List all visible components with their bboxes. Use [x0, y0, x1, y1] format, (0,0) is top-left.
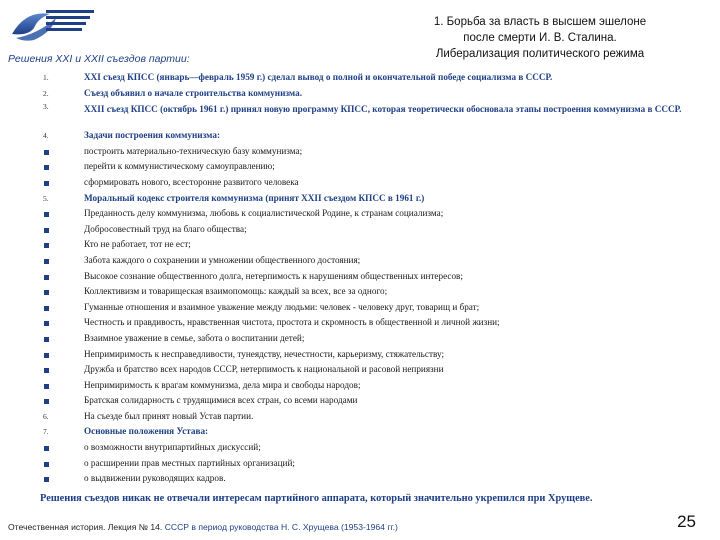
item-text: сформировать нового, всесторонне развитого человека	[84, 176, 299, 187]
list-item	[0, 378, 720, 394]
list-item	[0, 237, 720, 253]
footer-course: Отечественная история. Лекция № 14.	[8, 522, 163, 532]
list-item	[0, 101, 720, 128]
list-item	[0, 331, 720, 347]
conclusion-text: Решения съездов никак не отвечали интересам партийного аппарата, который значительно укрепился при Хрущеве.	[40, 493, 593, 504]
list-item	[0, 191, 720, 207]
list-item	[0, 362, 720, 378]
item-text: о расширении прав местных партийных организаций;	[84, 457, 295, 468]
list-item	[0, 70, 720, 86]
slide-title-line2: после смерти И. В. Сталина.	[463, 32, 617, 44]
list-item	[0, 393, 720, 409]
list-item	[0, 206, 720, 222]
item-number: 1.	[43, 73, 49, 82]
item-text: Коллективизм и товарищеская взаимопомощь: каждый за всех, все за одного;	[84, 286, 388, 297]
item-text: Основные положения Устава:	[84, 426, 209, 437]
list-item	[0, 456, 720, 472]
congress-decisions-list	[0, 70, 720, 487]
item-text: На съезде был принят новый Устав партии.	[84, 410, 254, 421]
item-number: 6.	[43, 411, 49, 421]
list-item	[0, 86, 720, 102]
list-item	[0, 253, 720, 269]
item-text: Высокое сознание общественного долга, нетерпимость к нарушениям общественных интересов;	[84, 270, 463, 281]
item-text: построить материально-техническую базу коммунизма;	[84, 145, 303, 156]
item-number: 7.	[43, 427, 49, 437]
item-text: Братская солидарность с трудящимися всех стран, со всеми народами	[84, 395, 358, 406]
institute-logo	[8, 4, 98, 44]
item-text: Гуманные отношения и взаимное уважение между людьми: человек - человеку друг, товарищ и брат;	[84, 301, 480, 312]
slide-title	[390, 14, 690, 62]
item-text: Честность и правдивость, нравственная чистота, простота и скромность в общественной и личной жизни;	[84, 317, 500, 328]
list-item	[0, 128, 720, 144]
list-item	[0, 315, 720, 331]
slide-title-line3: Либерализация политического режима	[435, 48, 645, 60]
list-item	[0, 175, 720, 191]
item-text: о выдвижении руководящих кадров.	[84, 473, 226, 484]
list-item	[0, 222, 720, 238]
item-text: о возможности внутрипартийных дискуссий;	[84, 442, 261, 453]
section-heading: Решения XXI и XXII съездов партии:	[8, 53, 190, 65]
item-text: Непримиримость к врагам коммунизма, дела мира и свободы народов;	[84, 379, 361, 390]
item-text: Съезд объявил о начале строительства коммунизма.	[84, 87, 303, 98]
list-item	[0, 159, 720, 175]
item-text: Забота каждого о сохранении и умножении общественного достояния;	[84, 254, 361, 265]
list-item	[0, 269, 720, 285]
list-item	[0, 347, 720, 363]
item-text: Добросовестный труд на благо общества;	[84, 223, 247, 234]
list-item	[0, 409, 720, 425]
list-item	[0, 300, 720, 316]
list-item	[0, 424, 720, 440]
page-number: 25	[677, 512, 696, 531]
item-text: Моральный кодекс строителя коммунизма (принят XXII съездом КПСС в 1961 г.)	[84, 192, 425, 203]
item-text: XXI съезд КПСС (январь—февраль 1959 г.) сделал вывод о полной и окончательной победе социализма в СССР.	[84, 72, 553, 82]
item-text: Дружба и братство всех народов СССР, нетерпимость к национальной и расовой неприязни	[84, 364, 444, 375]
item-number: 3.	[43, 102, 49, 112]
list-item	[0, 440, 720, 456]
item-number: 5.	[43, 193, 49, 203]
slide-title-line1: 1. Борьба за власть в высшем эшелоне	[433, 16, 647, 28]
item-text: Кто не работает, тот не ест;	[84, 239, 191, 250]
item-text: Непримиримость к несправедливости, тунеядству, нечестности, карьеризму, стяжательству;	[84, 348, 445, 359]
item-number: 4.	[43, 131, 49, 141]
item-text: Задачи построения коммунизма:	[84, 130, 221, 141]
logo-emblem-icon	[8, 4, 98, 44]
item-number: 2.	[43, 88, 49, 98]
list-item	[0, 471, 720, 487]
list-item	[0, 144, 720, 160]
item-text: Взаимное уважение в семье, забота о воспитании детей;	[84, 332, 305, 343]
footer-lecture-topic: СССР в период руководства Н. С. Хрущева (1953-1964 гг.)	[164, 522, 398, 532]
item-text: Преданность делу коммунизма, любовь к социалистической Родине, к странам социализма;	[84, 208, 444, 219]
footer	[8, 522, 398, 532]
list-item	[0, 284, 720, 300]
item-text: XXII съезд КПСС (октябрь 1961 г.) принял новую программу КПСС, которая теоретически обосновала этапы построения коммунизма в СССР.	[84, 104, 682, 115]
item-text: перейти к коммунистическому самоуправлению;	[84, 161, 275, 172]
